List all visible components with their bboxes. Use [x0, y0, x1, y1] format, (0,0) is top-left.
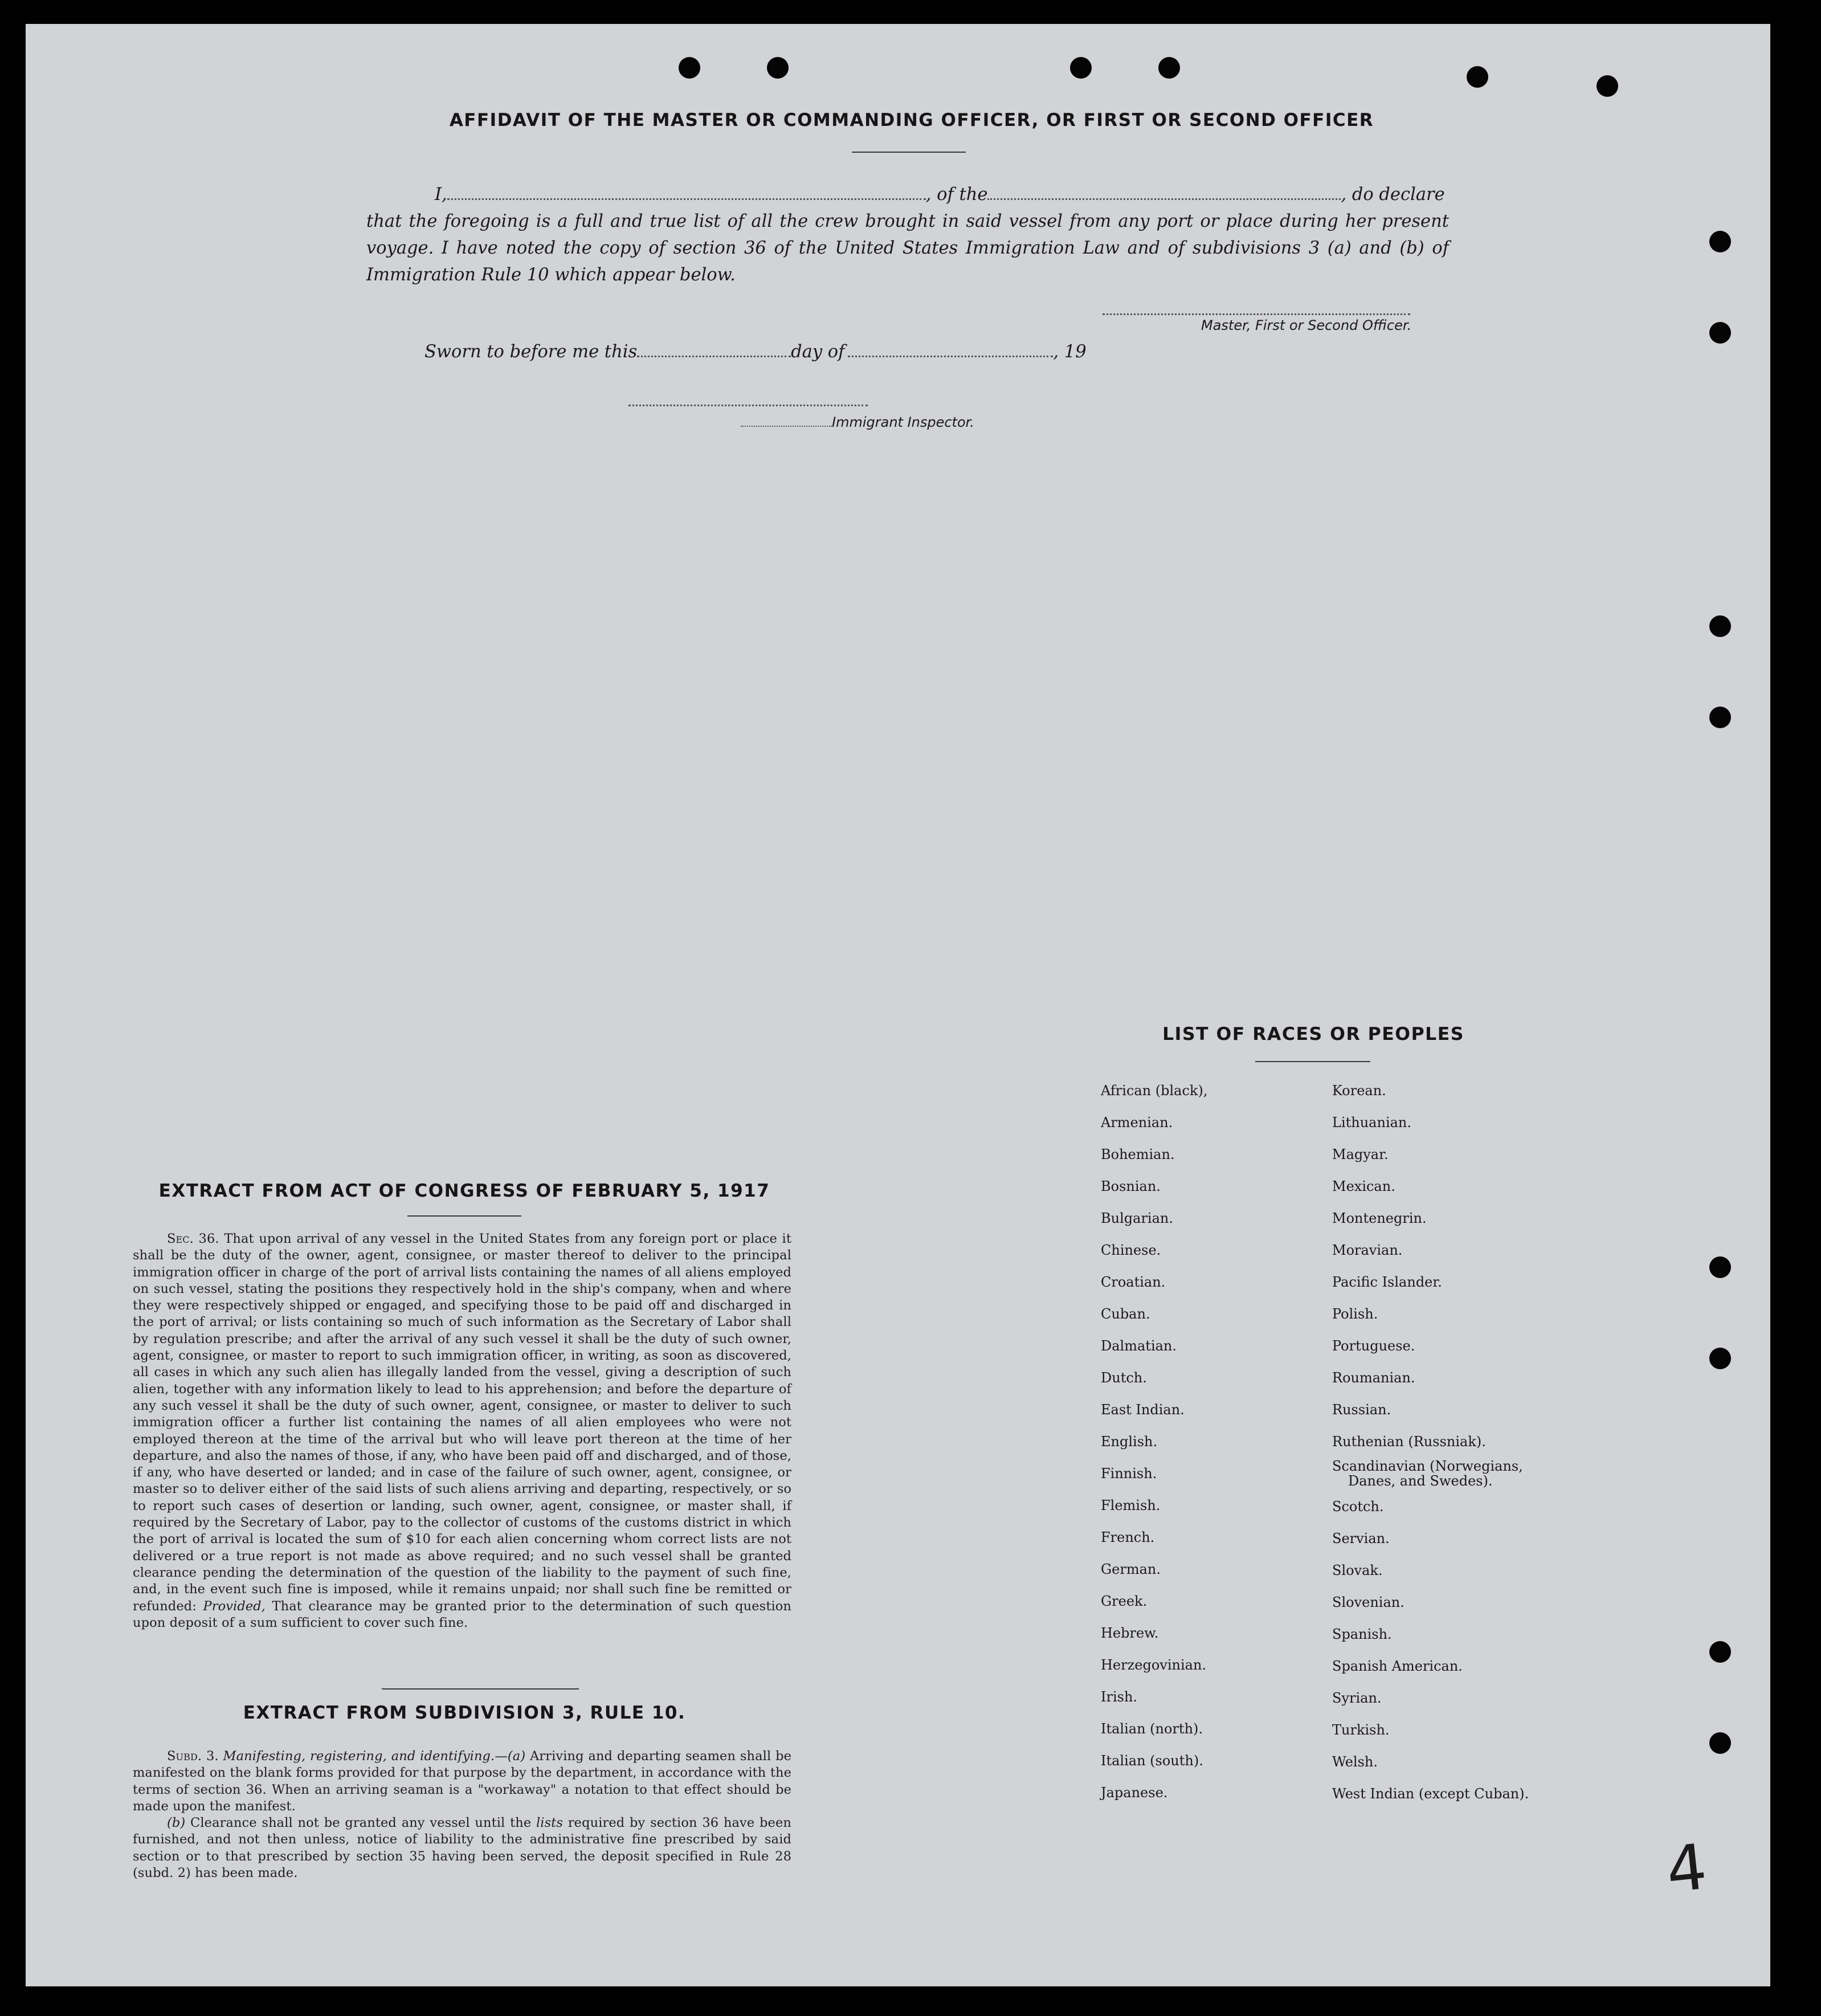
act-underline — [407, 1215, 521, 1217]
race-item: Magyar. — [1332, 1146, 1389, 1162]
a-label: (a) — [507, 1749, 526, 1764]
rule-b-lists: lists — [536, 1815, 564, 1831]
inspector-label: Immigrant Inspector. — [832, 414, 974, 430]
race-item: Japanese. — [1101, 1785, 1168, 1801]
subd-label: Subd. 3. — [167, 1749, 219, 1764]
sworn-day-blank[interactable] — [637, 351, 791, 357]
name-blank[interactable] — [447, 194, 926, 200]
race-item: English. — [1101, 1434, 1158, 1450]
race-item: Montenegrin. — [1332, 1210, 1427, 1226]
punch-hole — [1709, 1732, 1731, 1754]
race-item: Armenian. — [1101, 1115, 1173, 1131]
punch-hole — [767, 57, 789, 79]
rule-title: EXTRACT FROM SUBDIVISION 3, RULE 10. — [243, 1703, 686, 1723]
day-of-label: day of — [791, 342, 845, 362]
race-item: Flemish. — [1101, 1497, 1161, 1513]
handwritten-page-number: 4 — [1663, 1830, 1710, 1907]
act-text — [133, 1231, 791, 1631]
race-item: Spanish American. — [1332, 1658, 1463, 1674]
race-item: Bulgarian. — [1101, 1210, 1173, 1226]
race-item: African (black), — [1101, 1083, 1208, 1099]
punch-hole — [1709, 322, 1731, 344]
race-item: French. — [1101, 1529, 1155, 1545]
race-item: Spanish. — [1332, 1626, 1392, 1642]
race-item: Portuguese. — [1332, 1338, 1415, 1354]
act-title: EXTRACT FROM ACT OF CONGRESS OF FEBRUARY 5, 1917 — [158, 1181, 770, 1201]
race-item: Dalmatian. — [1101, 1338, 1177, 1354]
race-item: Hebrew. — [1101, 1625, 1159, 1641]
race-item: Bohemian. — [1101, 1146, 1175, 1162]
affidavit-of-the: , of the — [925, 185, 988, 205]
act-body: That upon arrival of any vessel in the United States from any foreign port or place it shall be the duty of the owner, agent, consignee, or master thereof to deliver to the principal immigration officer in charge of the port of arrival lists containing the names of all aliens employed on such vessel, stating the positions they respectively hold in the ship's company, when and where they were respectively shipped or engaged, and specifying those to be paid off and discharged in the port of arrival; or lists containing so much of such information as the Secretary of Labor shall by regulation prescribe; and after the arrival of any such vessel it shall be the duty of such owner, agent, consignee, or master to report to such immigration officer, in writing, as soon as discovered, all cases in which any such alien has illegally landed from the vessel, giving a description of such alien, together with any information likely to lead to his apprehension; and before the departure of any such vessel it shall be the duty of such owner, agent, consignee, or master to deliver to such immigration officer a further list containing the names of all alien employees who were not employed thereon at the time of the arrival but who will leave port thereon at the time of her departure, and also the names of those, if any, who have been paid off and discharged, and of those, if any, who have deserted or landed; and in case of the failure of such owner, agent, consignee, or master so to deliver either of the said lists of such aliens arriving and departing, respectively, or so to report such cases of desertion or landing, such owner, agent, consignee, or master shall, if required by the Secretary of Labor, pay to the collector of customs of the customs district in which the port of arrival is located the sum of $10 for each alien concerning whom correct lists are not delivered or a true report is not made as above required; and no such vessel shall be granted clearance pending the determination of the question of the liability to the payment of such fine, and, in the event such fine is imposed, while it remains unpaid; nor shall such fine be remitted or refunded: — [133, 1231, 791, 1614]
inspector-leader — [741, 423, 832, 427]
race-item: Korean. — [1332, 1083, 1386, 1099]
race-item: Welsh. — [1332, 1754, 1378, 1770]
race-item: Scandinavian (Norwegians, — [1332, 1458, 1523, 1474]
rule-a-text: Arriving and departing seamen shall be manifested on the blank forms provided for that purpose by the department, in accordance with the terms of section 36. When an arriving seaman is a "workaway" a notation to that effect should be made upon the manifest. — [133, 1749, 791, 1814]
sworn-label: Sworn to before me this — [424, 342, 638, 362]
punch-hole — [1709, 1641, 1731, 1663]
punch-hole — [1709, 707, 1731, 728]
act-separator — [382, 1688, 579, 1689]
race-item: Roumanian. — [1332, 1370, 1415, 1386]
race-item: Turkish. — [1332, 1722, 1390, 1738]
races-column-2 — [1332, 1075, 1529, 1810]
race-item: Polish. — [1332, 1306, 1378, 1322]
inspector-signature-line[interactable] — [628, 405, 868, 406]
race-item: Cuban. — [1101, 1306, 1150, 1322]
race-item: East Indian. — [1101, 1402, 1185, 1418]
rule-b-text-2: required by section 36 have been furnished, and not then unless, notice of liability to the administrative fine prescribed by said section or to that prescribed by section 35 having been served, the deposit specified in Rule 28 (subd. 2) has been made. — [133, 1815, 791, 1881]
vessel-blank[interactable] — [987, 194, 1341, 200]
master-signature-label: Master, First or Second Officer. — [1201, 317, 1412, 333]
race-item: Greek. — [1101, 1593, 1148, 1609]
punch-hole — [1709, 231, 1731, 252]
punch-hole — [1597, 75, 1618, 97]
race-item: Pacific Islander. — [1332, 1274, 1442, 1290]
rule-b-text-1: Clearance shall not be granted any vessel until the — [190, 1815, 532, 1831]
punch-hole — [679, 57, 700, 79]
race-item: Irish. — [1101, 1689, 1138, 1705]
provided-label: Provided, — [203, 1598, 266, 1614]
race-item: Lithuanian. — [1332, 1115, 1412, 1131]
race-item: West Indian (except Cuban). — [1332, 1786, 1529, 1802]
subd-title: Manifesting, registering, and identifying. — [223, 1749, 495, 1764]
race-item: Dutch. — [1101, 1370, 1147, 1386]
race-item: Ruthenian (Russniak). — [1332, 1434, 1486, 1450]
punch-hole — [1709, 615, 1731, 637]
punch-hole — [1467, 66, 1488, 88]
punch-hole — [1070, 57, 1092, 79]
punch-hole — [1709, 1348, 1731, 1369]
inspector-signature-label — [741, 414, 974, 430]
race-item: Bosnian. — [1101, 1178, 1161, 1194]
affidavit-do-declare: , do declare — [1341, 185, 1445, 205]
affidavit-title: AFFIDAVIT OF THE MASTER OR COMMANDING OFFICER, OR FIRST OR SECOND OFFICER — [449, 110, 1374, 130]
race-item: German. — [1101, 1561, 1161, 1577]
race-item: Russian. — [1332, 1402, 1391, 1418]
races-title: LIST OF RACES OR PEOPLES — [1162, 1024, 1464, 1044]
race-item: Slovenian. — [1332, 1594, 1404, 1610]
sec-label: Sec. 36. — [167, 1231, 219, 1246]
race-item: Moravian. — [1332, 1242, 1403, 1258]
race-item-scandinavian — [1332, 1458, 1529, 1491]
race-item: Finnish. — [1101, 1466, 1157, 1482]
race-item: Italian (north). — [1101, 1721, 1203, 1737]
race-item: Syrian. — [1332, 1690, 1382, 1706]
title-underline — [852, 152, 966, 153]
race-item: Italian (south). — [1101, 1753, 1203, 1769]
race-item: Chinese. — [1101, 1242, 1161, 1258]
act-body-end: That clearance may be granted prior to the determination of such question upon deposit of a sum sufficient to cover such fine. — [133, 1598, 791, 1630]
sworn-month-blank[interactable] — [848, 351, 1053, 357]
race-item: Croatian. — [1101, 1274, 1166, 1290]
punch-hole — [1158, 57, 1180, 79]
affidavit-i: I, — [435, 185, 447, 205]
master-signature-line[interactable] — [1103, 313, 1410, 315]
race-item: Slovak. — [1332, 1562, 1383, 1578]
races-underline — [1255, 1061, 1370, 1062]
affidavit-text — [366, 181, 1449, 288]
rule-text: Subd. 3. Manifesting, registering, and identifying.—(a) Arriving and departing seamen shall be manifested on the blank forms provided for that purpose by the department, in accordance with the terms of section 36. When an arriving seaman is a "workaway" a notation to that effect should be made upon the manifest. (b) Clearance shall not be granted any vessel until the lists required by section 36 have been furnished, and not then unless, notice of liability to the administrative fine prescribed by said section or to that prescribed by section 35 having been served, the deposit specified in Rule 28 (subd. 2) has been made. — [133, 1749, 791, 1881]
sworn-line — [424, 342, 1087, 362]
race-item: Herzegovinian. — [1101, 1657, 1207, 1673]
year-label: , 19 — [1053, 342, 1087, 362]
b-label: (b) — [167, 1815, 186, 1831]
race-item: Mexican. — [1332, 1178, 1395, 1194]
race-item: Servian. — [1332, 1531, 1390, 1546]
punch-hole — [1709, 1256, 1731, 1278]
race-item-continuation: Danes, and Swedes). — [1348, 1473, 1493, 1489]
affidavit-body: that the foregoing is a full and true list of all the crew brought in said vessel from any port or place during her present voyage. I have noted the copy of section 36 of the United States Immigration Law and of subdivisions 3 (a) and (b) of Immigration Rule 10 which appear below. — [366, 211, 1449, 285]
race-item: Scotch. — [1332, 1499, 1384, 1515]
races-column-1 — [1101, 1075, 1207, 1809]
